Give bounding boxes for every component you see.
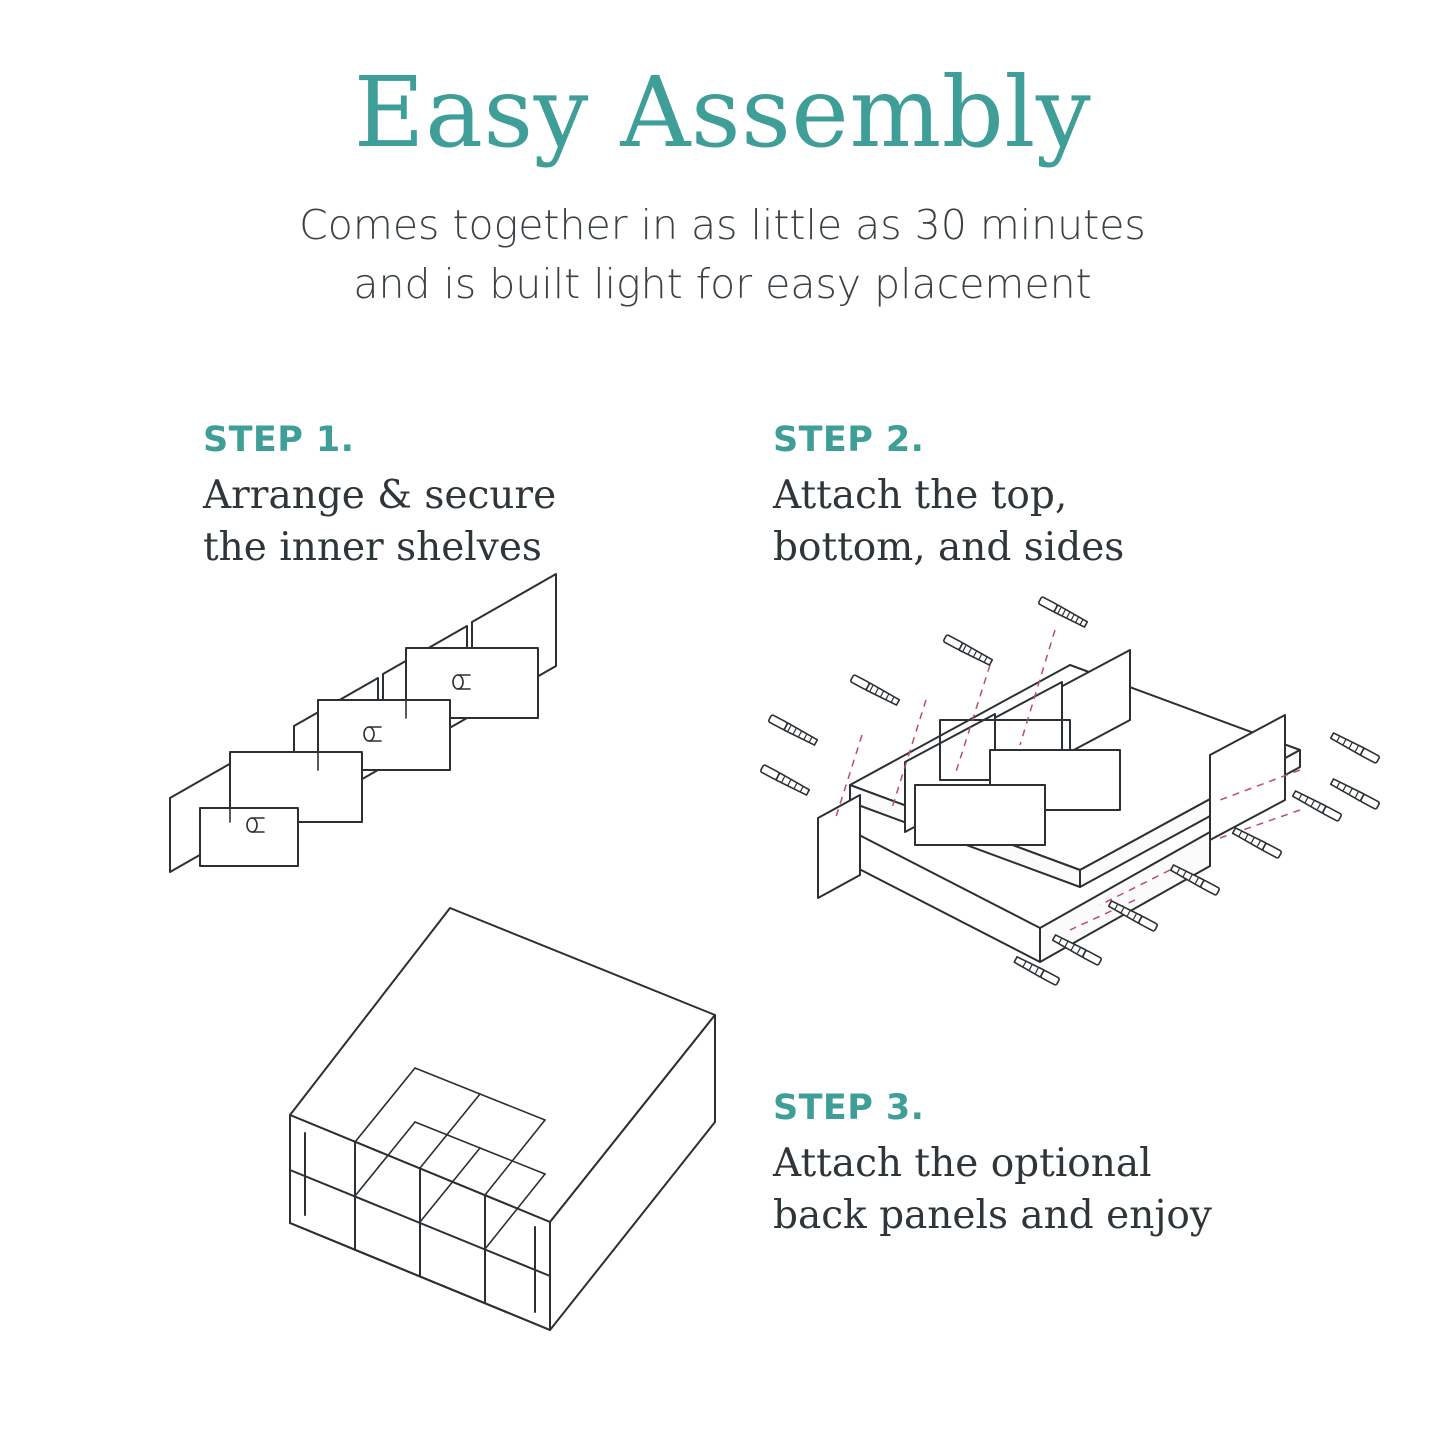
exploded-frame-with-screws-diagram bbox=[740, 570, 1380, 1010]
step-3-description bbox=[773, 1138, 1212, 1242]
step-2-description-line-2: bottom, and sides bbox=[773, 524, 1125, 570]
step-3-title: STEP 3. bbox=[773, 1088, 925, 1128]
page-title: Easy Assembly bbox=[353, 56, 1092, 169]
page-subtitle-line-2: and is built light for easy placement bbox=[353, 260, 1092, 309]
step-3-description-line-1: Attach the optional bbox=[773, 1141, 1152, 1186]
screw-icon bbox=[943, 634, 993, 665]
step-2-illustration bbox=[740, 570, 1380, 1010]
screw-icon bbox=[760, 764, 810, 795]
step-1-description bbox=[203, 470, 556, 574]
step-2-description bbox=[773, 470, 1124, 574]
screw-icon bbox=[1038, 596, 1088, 627]
screw-icon bbox=[768, 714, 818, 745]
screw-icon bbox=[1330, 732, 1380, 763]
step-1-description-line-2: the inner shelves bbox=[203, 524, 542, 570]
screw-icon bbox=[1330, 778, 1380, 809]
horizontal-shelf-panels bbox=[200, 648, 538, 866]
step-1-description-line-1: Arrange & secure bbox=[203, 473, 557, 518]
screw-icon bbox=[850, 674, 900, 705]
step-3-description-line-2: back panels and enjoy bbox=[773, 1192, 1212, 1238]
screw-icon bbox=[1292, 790, 1342, 821]
step-1-title: STEP 1. bbox=[203, 420, 355, 460]
page-subtitle-line-1: Comes together in as little as 30 minutes bbox=[299, 201, 1146, 249]
page-subtitle bbox=[0, 196, 1445, 315]
assembled-eight-cube-shelf-diagram bbox=[250, 860, 770, 1360]
left-side-panel bbox=[818, 795, 860, 898]
step-2-description-line-1: Attach the top, bbox=[773, 473, 1068, 518]
screw-icon bbox=[1232, 827, 1282, 858]
step-2-title: STEP 2. bbox=[773, 420, 925, 460]
step-3-illustration bbox=[250, 860, 770, 1360]
